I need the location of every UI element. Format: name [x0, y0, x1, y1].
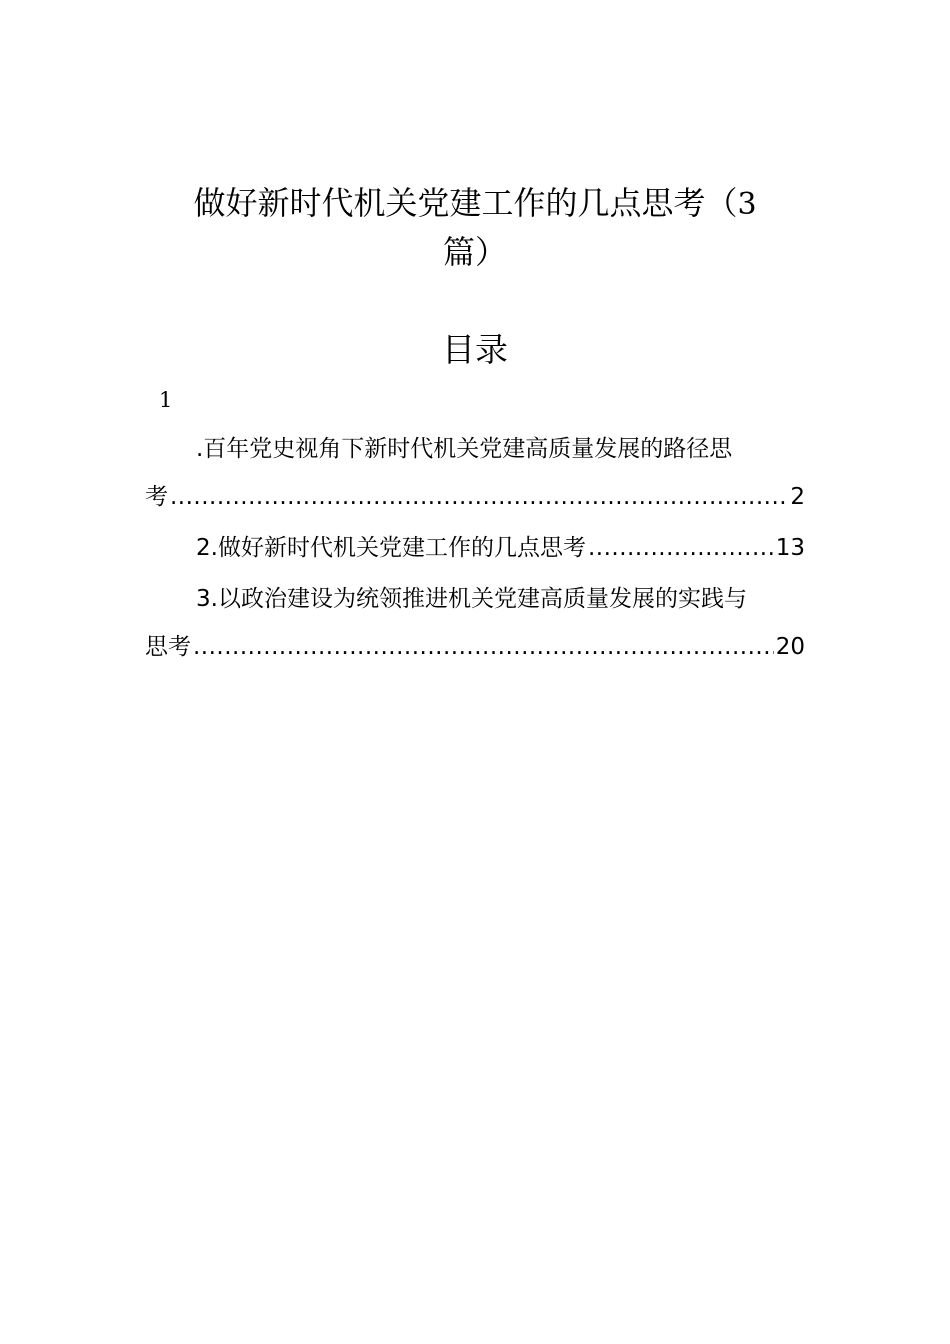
toc-leader-dots: [193, 630, 774, 664]
toc-item-1-text-end: 考: [145, 484, 168, 510]
title-count: 3: [737, 187, 757, 222]
toc-heading: 目录: [442, 330, 508, 369]
toc-item-1-page: 2: [790, 484, 805, 510]
toc-item-1-number: 1: [159, 388, 173, 412]
toc-item-2-page: 13: [775, 535, 805, 561]
toc-item-1-line-1[interactable]: .百年党史视角下新时代机关党建高质量发展的路径思: [196, 436, 733, 462]
toc-item-2-text: 2.做好新时代机关党建工作的几点思考: [196, 535, 586, 561]
toc-item-1-line-2[interactable]: [145, 480, 805, 514]
toc-item-3-line-1[interactable]: 3.以政治建设为统领推进机关党建高质量发展的实践与: [196, 586, 747, 612]
title-text: 做好新时代机关党建工作的几点思考（: [193, 184, 738, 222]
document-title-line-1: [145, 178, 805, 230]
toc-item-2[interactable]: [196, 531, 805, 565]
document-title-line-2: 篇）: [442, 233, 507, 271]
toc-leader-dots: [588, 531, 774, 565]
toc-leader-dots: [170, 480, 788, 514]
toc-item-3-text-end: 思考: [145, 634, 191, 660]
toc-item-3-page: 20: [775, 634, 805, 660]
toc-item-3-line-2[interactable]: [145, 630, 805, 664]
